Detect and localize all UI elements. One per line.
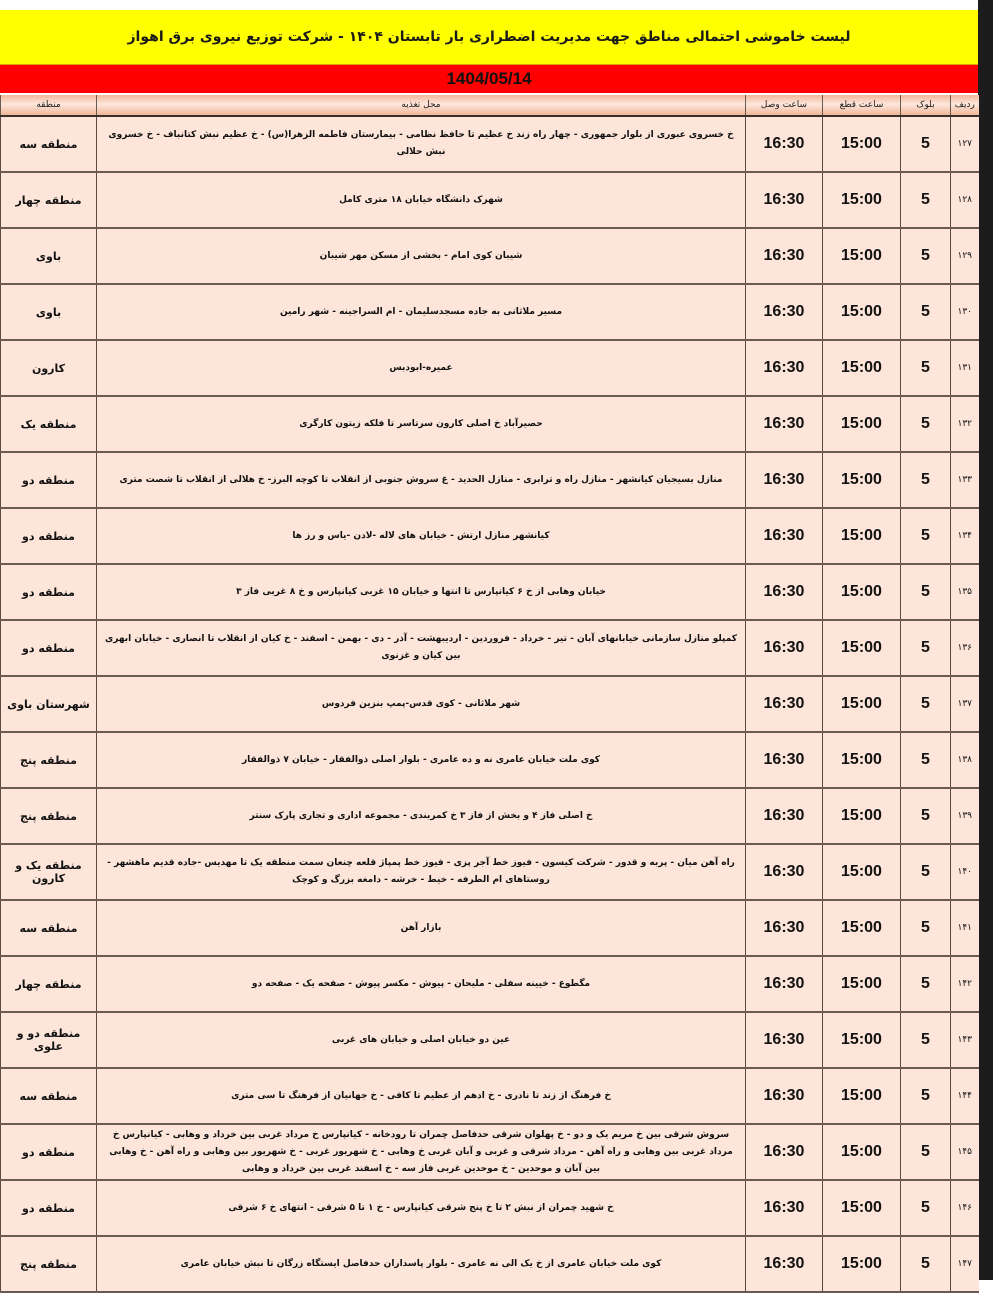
cell-cut-time: 15:00 bbox=[823, 1012, 901, 1068]
cell-connect-time: 16:30 bbox=[746, 340, 823, 396]
cell-block: 5 bbox=[901, 340, 951, 396]
cell-radif: ۱۳۳ bbox=[951, 452, 979, 508]
table-row bbox=[1, 620, 979, 676]
table-row bbox=[1, 1236, 979, 1292]
cell-connect-time: 16:30 bbox=[746, 844, 823, 900]
cell-cut-time: 15:00 bbox=[823, 620, 901, 676]
cell-region: منطقه پنج bbox=[1, 1236, 97, 1292]
cell-region: منطقه یک و کارون bbox=[1, 844, 97, 900]
cell-feed-location: کوی ملت خیابان عامری از خ یک الی نه عامری - بلوار پاسداران حدفاصل ایستگاه زرگان تا نبش خیابان عامری bbox=[97, 1236, 746, 1292]
cell-connect-time: 16:30 bbox=[746, 1236, 823, 1292]
cell-region: منطقه دو bbox=[1, 508, 97, 564]
cell-block: 5 bbox=[901, 620, 951, 676]
cell-radif: ۱۴۳ bbox=[951, 1012, 979, 1068]
cell-region: باوی bbox=[1, 228, 97, 284]
cell-connect-time: 16:30 bbox=[746, 564, 823, 620]
cell-cut-time: 15:00 bbox=[823, 844, 901, 900]
cell-radif: ۱۳۶ bbox=[951, 620, 979, 676]
outage-table bbox=[0, 95, 979, 1293]
cell-feed-location: سروش شرقی بین خ مریم یک و دو - خ پهلوان شرقی حدفاصل چمران تا رودخانه - کیانپارس خ مرداد غربی بین خرداد و وهابی - کیانپارس خ مرداد غربی بین وهابی و راه آهن - مرداد شرقی و غربی و آبان غربی خ وهابی - خ شهریور غربی - خ شهریور بین وهابی و راه آهن - خ وهابی بین آبان و موحدین - خ موحدین غربی فاز سه - خ اسفند غربی بین خرداد و وهابی bbox=[97, 1124, 746, 1180]
cell-radif: ۱۲۷ bbox=[951, 116, 979, 172]
cell-connect-time: 16:30 bbox=[746, 788, 823, 844]
table-row bbox=[1, 1124, 979, 1180]
cell-feed-location: منازل بسیجیان کیانشهر - منازل راه و ترابری - منازل الحدید - غ سروش جنوبی از انقلاب تا کوچه البرز- خ هلالی از انقلاب تا شصت متری bbox=[97, 452, 746, 508]
cell-region: منطقه سه bbox=[1, 1068, 97, 1124]
cell-connect-time: 16:30 bbox=[746, 1012, 823, 1068]
cell-block: 5 bbox=[901, 732, 951, 788]
cell-radif: ۱۴۱ bbox=[951, 900, 979, 956]
cell-cut-time: 15:00 bbox=[823, 1124, 901, 1180]
cell-region: منطقه دو bbox=[1, 452, 97, 508]
table-row bbox=[1, 172, 979, 228]
cell-cut-time: 15:00 bbox=[823, 172, 901, 228]
cell-region: منطقه سه bbox=[1, 900, 97, 956]
cell-feed-location: شهرک دانشگاه خیابان ۱۸ متری کامل bbox=[97, 172, 746, 228]
cell-feed-location: خ اصلی فاز ۴ و بخش از فاز ۳ خ کمربندی - مجموعه اداری و تجاری پارک سنتر bbox=[97, 788, 746, 844]
cell-feed-location: بازار آهن bbox=[97, 900, 746, 956]
cell-radif: ۱۳۹ bbox=[951, 788, 979, 844]
cell-radif: ۱۳۲ bbox=[951, 396, 979, 452]
header-feed-location: محل تغذیه bbox=[97, 95, 746, 116]
table-row bbox=[1, 340, 979, 396]
cell-block: 5 bbox=[901, 1236, 951, 1292]
cell-block: 5 bbox=[901, 1124, 951, 1180]
cell-region: منطقه چهار bbox=[1, 172, 97, 228]
cell-connect-time: 16:30 bbox=[746, 732, 823, 788]
cell-connect-time: 16:30 bbox=[746, 508, 823, 564]
table-row bbox=[1, 956, 979, 1012]
cell-block: 5 bbox=[901, 396, 951, 452]
cell-region: کارون bbox=[1, 340, 97, 396]
cell-feed-location: عمیره-ابودبس bbox=[97, 340, 746, 396]
cell-cut-time: 15:00 bbox=[823, 956, 901, 1012]
header-connect-time: ساعت وصل bbox=[746, 95, 823, 116]
cell-block: 5 bbox=[901, 508, 951, 564]
cell-feed-location: راه آهن میان - پربه و قدور - شرکت کیسون - فیوز خط آجر پزی - فیوز خط پمپاژ قلعه چنعان سمت منطقه یک تا مهدیس -جاده قدیم ماهشهر - روستاهای ام الطرفه - خیط - خرشه - دامغه بزرگ و کوچک bbox=[97, 844, 746, 900]
table-row bbox=[1, 900, 979, 956]
table-row bbox=[1, 284, 979, 340]
table-row bbox=[1, 788, 979, 844]
cell-cut-time: 15:00 bbox=[823, 1068, 901, 1124]
cell-radif: ۱۲۹ bbox=[951, 228, 979, 284]
cell-cut-time: 15:00 bbox=[823, 732, 901, 788]
cell-feed-location: حصیرآباد خ اصلی کارون سرتاسر تا فلکه زیتون کارگری bbox=[97, 396, 746, 452]
cell-cut-time: 15:00 bbox=[823, 284, 901, 340]
header-cut-time: ساعت قطع bbox=[823, 95, 901, 116]
cell-connect-time: 16:30 bbox=[746, 452, 823, 508]
cell-connect-time: 16:30 bbox=[746, 1068, 823, 1124]
cell-cut-time: 15:00 bbox=[823, 508, 901, 564]
cell-radif: ۱۴۷ bbox=[951, 1236, 979, 1292]
cell-feed-location: کوی ملت خیابان عامری نه و ده عامری - بلوار اصلی ذوالفقار - خیابان ۷ ذوالفقار bbox=[97, 732, 746, 788]
cell-cut-time: 15:00 bbox=[823, 116, 901, 172]
cell-cut-time: 15:00 bbox=[823, 452, 901, 508]
cell-feed-location: شیبان کوی امام - بخشی از مسکن مهر شیبان bbox=[97, 228, 746, 284]
cell-region: منطقه چهار bbox=[1, 956, 97, 1012]
cell-region: منطقه سه bbox=[1, 116, 97, 172]
table-row bbox=[1, 564, 979, 620]
cell-feed-location: کمپلو منازل سازمانی خیابانهای آبان - تیر - خرداد - فروردین - اردیبهشت - آذر - دی - بهمن - اسفند - خ کیان از انقلاب تا انصاری - خیابان ابهری بین کیان و غزنوی bbox=[97, 620, 746, 676]
table-row bbox=[1, 1068, 979, 1124]
cell-region: منطقه پنج bbox=[1, 732, 97, 788]
table-header-row bbox=[1, 95, 979, 116]
cell-feed-location: شهر ملاثانی - کوی قدس-پمپ بنزین فردوس bbox=[97, 676, 746, 732]
cell-cut-time: 15:00 bbox=[823, 1236, 901, 1292]
table-row bbox=[1, 116, 979, 172]
cell-feed-location: خ شهید چمران از نبش ۲ تا خ پنج شرقی کیانپارس - خ ۱ تا ۵ شرقی - انتهای خ ۶ شرقی bbox=[97, 1180, 746, 1236]
cell-cut-time: 15:00 bbox=[823, 1180, 901, 1236]
cell-feed-location: مگطوع - خیینه سفلی - ملیحان - پیوش - مکسر پیوش - صفحه یک - صفحه دو bbox=[97, 956, 746, 1012]
cell-block: 5 bbox=[901, 172, 951, 228]
table-row bbox=[1, 396, 979, 452]
cell-cut-time: 15:00 bbox=[823, 676, 901, 732]
cell-feed-location: مسیر ملاثانی به جاده مسجدسلیمان - ام السراجینه - شهر رامین bbox=[97, 284, 746, 340]
cell-block: 5 bbox=[901, 844, 951, 900]
table-row bbox=[1, 676, 979, 732]
cell-radif: ۱۴۰ bbox=[951, 844, 979, 900]
cell-feed-location: عین دو خیابان اصلی و خیابان های غربی bbox=[97, 1012, 746, 1068]
window-edge bbox=[978, 0, 993, 1280]
cell-cut-time: 15:00 bbox=[823, 228, 901, 284]
cell-block: 5 bbox=[901, 284, 951, 340]
outage-schedule-page bbox=[0, 10, 978, 1293]
cell-connect-time: 16:30 bbox=[746, 1180, 823, 1236]
cell-connect-time: 16:30 bbox=[746, 396, 823, 452]
cell-connect-time: 16:30 bbox=[746, 116, 823, 172]
cell-cut-time: 15:00 bbox=[823, 900, 901, 956]
cell-region: شهرستان باوی bbox=[1, 676, 97, 732]
header-radif: ردیف bbox=[951, 95, 979, 116]
cell-connect-time: 16:30 bbox=[746, 676, 823, 732]
cell-feed-location: خ خسروی عبوری از بلوار جمهوری - چهار راه زند خ عظیم تا حافظ نظامی - بیمارستان فاطمه الزهرا(س) - خ عظیم نبش کتانباف - خ خسروی نبش حلالی bbox=[97, 116, 746, 172]
cell-region: منطقه دو bbox=[1, 1124, 97, 1180]
cell-block: 5 bbox=[901, 676, 951, 732]
table-row bbox=[1, 844, 979, 900]
table-row bbox=[1, 452, 979, 508]
cell-block: 5 bbox=[901, 228, 951, 284]
cell-radif: ۱۳۷ bbox=[951, 676, 979, 732]
cell-connect-time: 16:30 bbox=[746, 900, 823, 956]
cell-feed-location: خ فرهنگ از زند تا نادری - خ ادهم از عظیم تا کافی - خ جهانیان از فرهنگ تا سی متری bbox=[97, 1068, 746, 1124]
cell-cut-time: 15:00 bbox=[823, 340, 901, 396]
cell-radif: ۱۳۵ bbox=[951, 564, 979, 620]
cell-block: 5 bbox=[901, 1180, 951, 1236]
cell-block: 5 bbox=[901, 116, 951, 172]
cell-cut-time: 15:00 bbox=[823, 396, 901, 452]
cell-cut-time: 15:00 bbox=[823, 788, 901, 844]
table-row bbox=[1, 228, 979, 284]
header-block: بلوک bbox=[901, 95, 951, 116]
header-region: منطقه bbox=[1, 95, 97, 116]
cell-connect-time: 16:30 bbox=[746, 1124, 823, 1180]
cell-feed-location: خیابان وهابی از خ ۶ کیانپارس تا انتها و خیابان ۱۵ غربی کیانپارس و خ ۸ غربی فاز ۳ bbox=[97, 564, 746, 620]
cell-connect-time: 16:30 bbox=[746, 284, 823, 340]
cell-region: منطقه دو و علوی bbox=[1, 1012, 97, 1068]
cell-radif: ۱۲۸ bbox=[951, 172, 979, 228]
cell-radif: ۱۴۶ bbox=[951, 1180, 979, 1236]
cell-region: منطقه دو bbox=[1, 1180, 97, 1236]
cell-region: منطقه پنج bbox=[1, 788, 97, 844]
cell-radif: ۱۴۵ bbox=[951, 1124, 979, 1180]
cell-region: منطقه یک bbox=[1, 396, 97, 452]
cell-connect-time: 16:30 bbox=[746, 956, 823, 1012]
cell-radif: ۱۴۴ bbox=[951, 1068, 979, 1124]
cell-block: 5 bbox=[901, 564, 951, 620]
cell-block: 5 bbox=[901, 788, 951, 844]
cell-connect-time: 16:30 bbox=[746, 172, 823, 228]
cell-block: 5 bbox=[901, 1012, 951, 1068]
cell-connect-time: 16:30 bbox=[746, 620, 823, 676]
table-row bbox=[1, 732, 979, 788]
table-row bbox=[1, 508, 979, 564]
cell-cut-time: 15:00 bbox=[823, 564, 901, 620]
document-title: لیست خاموشی احتمالی مناطق جهت مدیریت اضطراری بار تابستان ۱۴۰۴ - شرکت توزیع نیروی برق اهواز bbox=[0, 10, 978, 65]
cell-radif: ۱۳۰ bbox=[951, 284, 979, 340]
cell-feed-location: کیانشهر منازل ارتش - خیابان های لاله -لادن -یاس و رز ها bbox=[97, 508, 746, 564]
cell-block: 5 bbox=[901, 900, 951, 956]
table-row bbox=[1, 1180, 979, 1236]
cell-connect-time: 16:30 bbox=[746, 228, 823, 284]
table-row bbox=[1, 1012, 979, 1068]
cell-radif: ۱۴۲ bbox=[951, 956, 979, 1012]
cell-block: 5 bbox=[901, 956, 951, 1012]
cell-region: باوی bbox=[1, 284, 97, 340]
cell-radif: ۱۳۴ bbox=[951, 508, 979, 564]
schedule-date: 1404/05/14 bbox=[0, 65, 978, 93]
cell-region: منطقه دو bbox=[1, 564, 97, 620]
cell-block: 5 bbox=[901, 452, 951, 508]
cell-radif: ۱۳۸ bbox=[951, 732, 979, 788]
cell-radif: ۱۳۱ bbox=[951, 340, 979, 396]
cell-region: منطقه دو bbox=[1, 620, 97, 676]
cell-block: 5 bbox=[901, 1068, 951, 1124]
